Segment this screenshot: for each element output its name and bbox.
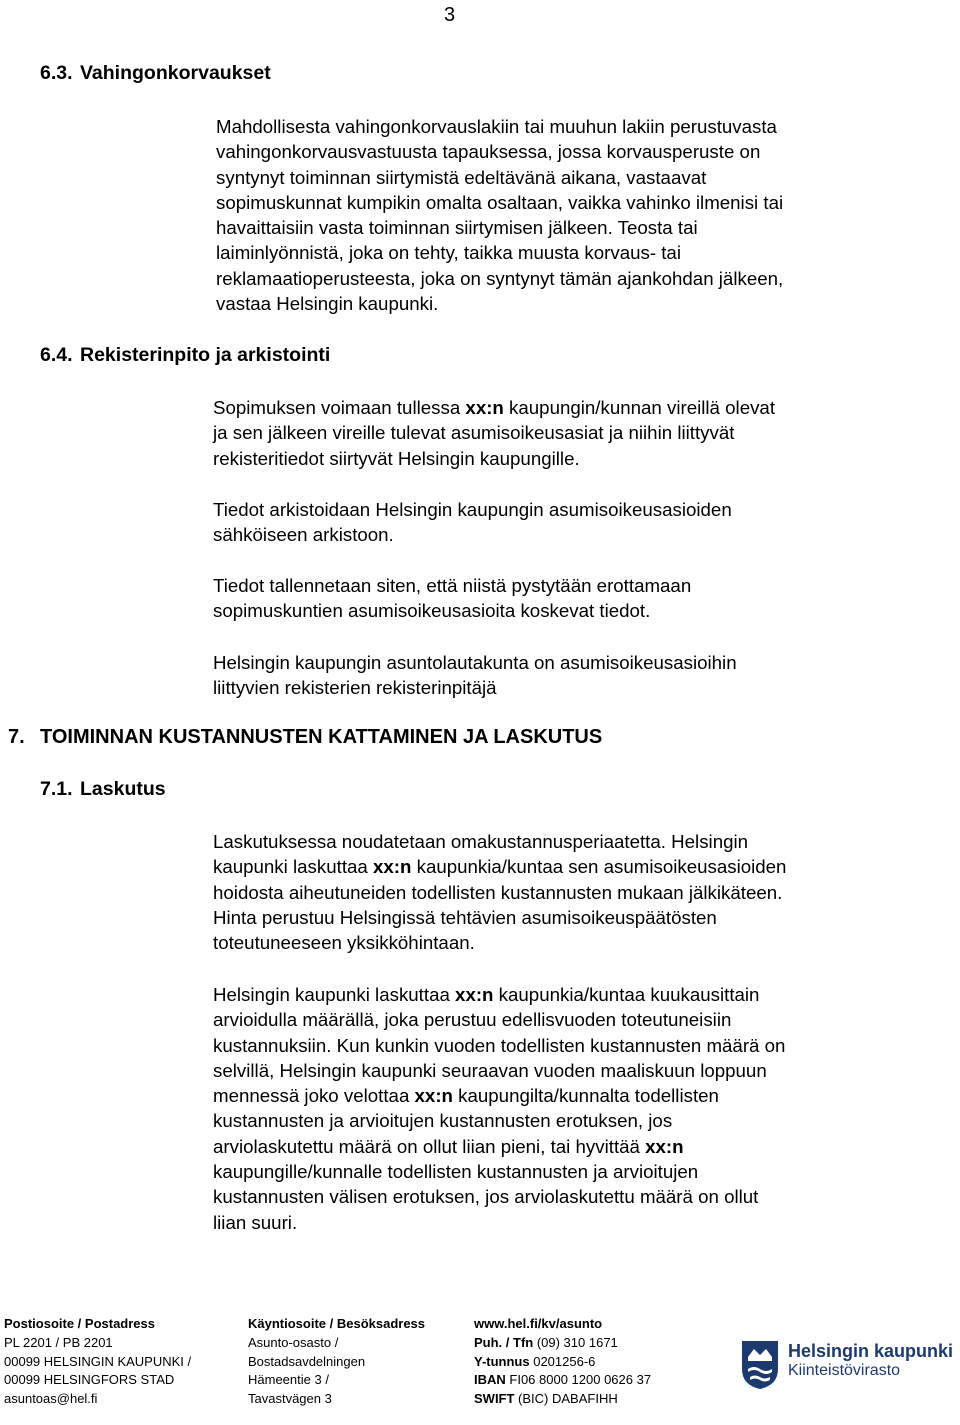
footer-line: Asunto-osasto /	[248, 1334, 339, 1350]
section-title: Laskutus	[80, 778, 166, 800]
bold-text: IBAN	[474, 1372, 506, 1388]
text-run: rekisteritiedot siirtyvät Helsingin kaupungille.	[213, 447, 580, 469]
text-line	[213, 598, 691, 623]
text-line	[213, 675, 737, 700]
text-line	[213, 1083, 785, 1108]
text-run: havaittaisiin vasta toiminnan siirtymisen jälkeen. Teosta tai	[216, 217, 698, 239]
text-line	[213, 829, 786, 854]
bold-text: Y-tunnus	[474, 1353, 530, 1369]
text-run: reklamaatioperusteesta, joka on syntynyt tämän ajankohdan jälkeen,	[216, 267, 784, 289]
text-line	[213, 1134, 785, 1159]
text-run: FI06 8000 1200 0626 37	[505, 1372, 652, 1388]
text-run: Tiedot tallennetaan siten, että niistä pystytään erottamaan	[213, 575, 692, 596]
logo-title: Helsingin kaupunki	[788, 1341, 954, 1361]
text-line	[213, 905, 786, 930]
footer-line: 00099 HELSINGIN KAUPUNKI /	[4, 1353, 192, 1369]
text-line	[213, 1210, 785, 1235]
paragraph	[213, 982, 785, 1235]
text-line	[213, 1058, 785, 1083]
text-run: Helsingin kaupunki laskuttaa	[213, 984, 456, 1005]
bold-text: xx:n	[465, 397, 504, 418]
footer-line	[474, 1334, 651, 1353]
text-run: syntynyt toiminnan siirtymistä edeltävänä aikana, vastaavat	[216, 166, 707, 188]
text-run: kaupungilta/kunnalta todellisten	[452, 1085, 719, 1107]
text-line	[216, 114, 783, 139]
section-title: TOIMINNAN KUSTANNUSTEN KATTAMINEN JA LASKUTUS	[40, 726, 603, 748]
text-run: vahingonkorvausvastuusta tapauksessa, jossa korvausperuste on	[216, 141, 761, 163]
text-line	[213, 982, 785, 1007]
text-run: liittyvien rekisterien rekisterinpitäjä	[213, 677, 497, 699]
text-run: (BIC) DABAFIHH	[514, 1391, 618, 1407]
section-number: 6.4.	[40, 344, 73, 366]
footer-contact-info	[474, 1315, 651, 1409]
section-heading-7-1	[40, 778, 166, 801]
footer-line: PL 2201 / PB 2201	[4, 1334, 113, 1350]
text-run: kaupungin/kunnan vireillä olevat	[503, 397, 776, 418]
text-line	[213, 1108, 785, 1133]
section-number: 7.1.	[40, 778, 73, 800]
footer-line: Bostadsavdelningen	[248, 1353, 366, 1369]
logo-subtitle: Kiinteistövirasto	[788, 1362, 901, 1379]
text-run: Mahdollisesta vahingonkorvauslakiin tai muuhun lakiin perustuvasta	[216, 116, 777, 137]
bold-text: xx:n	[455, 984, 494, 1005]
footer-line	[474, 1390, 651, 1409]
text-line	[213, 1033, 785, 1058]
text-run: Helsingin kaupungin asuntolautakunta on asumisoikeusasioihin	[213, 652, 737, 673]
text-run: vastaa Helsingin kaupunki.	[216, 293, 439, 315]
text-run: Hinta perustuu Helsingissä tehtävien asumisoikeuspäätösten	[213, 906, 717, 928]
page-number: 3	[444, 4, 456, 26]
section-number: 6.3.	[40, 62, 73, 84]
text-run: (09) 310 1671	[533, 1334, 618, 1350]
text-line	[213, 446, 775, 471]
text-line	[216, 139, 783, 164]
bold-text: SWIFT	[474, 1391, 515, 1407]
footer-line: 00099 HELSINGFORS STAD	[4, 1372, 175, 1388]
text-run: selvillä, Helsingin kaupunki seuraavan vuoden maaliskuun loppuun	[213, 1059, 767, 1081]
text-run: hoidosta aiheutuneiden todellisten kustannusten mukaan jälkikäteen.	[213, 881, 783, 903]
footer-visiting-address	[248, 1315, 425, 1409]
text-run: kaupunkia/kuntaa sen asumisoikeusasioiden	[411, 856, 787, 878]
text-line	[216, 240, 783, 265]
text-run: kaupunki laskuttaa	[213, 856, 373, 878]
text-run: arvioidulla määrällä, joka perustuu edellisvuoden toteutuneisiin	[213, 1009, 732, 1031]
paragraph	[216, 114, 783, 316]
footer-heading: Postiosoite / Postadress	[4, 1316, 155, 1331]
text-line	[216, 215, 783, 240]
footer-heading: Käyntiosoite / Besöksadress	[248, 1316, 426, 1331]
text-line	[213, 650, 737, 675]
text-line	[213, 1159, 785, 1184]
text-run: kustannuksiin. Kun kunkin vuoden todellisten kustannusten määrä on	[213, 1034, 786, 1056]
text-run: Tiedot arkistoidaan Helsingin kaupungin asumisoikeusasioiden	[213, 499, 732, 520]
text-line	[216, 190, 783, 215]
text-line	[213, 497, 732, 522]
section-heading-6-4	[40, 344, 330, 367]
helsinki-crest-icon	[740, 1339, 780, 1391]
paragraph	[213, 497, 732, 548]
paragraph	[213, 650, 737, 701]
text-line	[213, 522, 732, 547]
footer-line	[474, 1353, 651, 1372]
text-run: Sopimuksen voimaan tullessa	[213, 397, 466, 418]
text-run: kaupunkia/kuntaa kuukausittain	[493, 984, 760, 1005]
helsinki-logo	[740, 1333, 955, 1413]
footer-website-link[interactable]: www.hel.fi/kv/asunto	[474, 1316, 603, 1331]
text-run: ja sen jälkeen vireille tulevat asumisoikeusasiat ja niihin liittyvät	[213, 422, 735, 444]
bold-text: xx:n	[645, 1135, 684, 1157]
text-run: mennessä joko velottaa	[213, 1085, 415, 1107]
section-title: Rekisterinpito ja arkistointi	[80, 344, 331, 366]
text-line	[213, 1184, 785, 1209]
paragraph	[213, 573, 691, 624]
text-line	[213, 880, 786, 905]
text-run: toteutuneeseen yksikköhintaan.	[213, 932, 475, 954]
text-line	[216, 165, 783, 190]
bold-text: xx:n	[372, 856, 412, 878]
text-run: sopimuskuntien asumisoikeusasioita koskevat tiedot.	[213, 600, 651, 622]
paragraph	[213, 395, 775, 471]
text-line	[213, 1007, 785, 1032]
text-run: Laskutuksessa noudatetaan omakustannusperiaatetta. Helsingin	[213, 831, 749, 852]
text-line	[213, 420, 775, 445]
text-run: kustannusten ja arvioitujen kustannusten erotuksen, jos	[213, 1110, 673, 1132]
section-heading-6-3	[40, 62, 271, 85]
text-run: 0201256-6	[529, 1353, 596, 1369]
text-line	[213, 395, 775, 420]
section-title: Vahingonkorvaukset	[80, 62, 271, 84]
text-line	[216, 266, 783, 291]
text-run: sopimuskunnat kumpikin omalta osaltaan, vaikka vahinko ilmenisi tai	[216, 191, 784, 213]
section-number: 7.	[8, 726, 25, 748]
footer-line	[474, 1371, 651, 1390]
footer-email[interactable]: asuntoas@hel.fi	[4, 1391, 98, 1407]
footer-contact-lines	[474, 1334, 651, 1409]
bold-text: Puh. / Tfn	[474, 1334, 534, 1350]
footer-line: Tavastvägen 3	[248, 1391, 332, 1407]
text-line	[213, 573, 691, 598]
text-run: liian suuri.	[213, 1211, 298, 1233]
text-run: arviolaskutettu määrä on ollut liian pieni, tai hyvittää	[213, 1135, 646, 1157]
text-line	[216, 291, 783, 316]
chapter-heading-7	[8, 726, 602, 749]
bold-text: xx:n	[414, 1085, 453, 1107]
text-line	[213, 930, 786, 955]
text-run: laiminlyönnistä, joka on tehty, taikka muusta korvaus- tai	[216, 242, 681, 264]
text-run: kustannusten välisen erotuksen, jos arviolaskutettu määrä on ollut	[213, 1186, 759, 1208]
paragraph	[213, 829, 786, 955]
text-run: kaupungille/kunnalle todellisten kustannusten ja arvioitujen	[213, 1161, 699, 1183]
text-run: sähköiseen arkistoon.	[213, 524, 394, 546]
text-line	[213, 854, 786, 879]
footer-postal-address	[4, 1315, 191, 1409]
footer-line: Hämeentie 3 /	[248, 1372, 329, 1388]
